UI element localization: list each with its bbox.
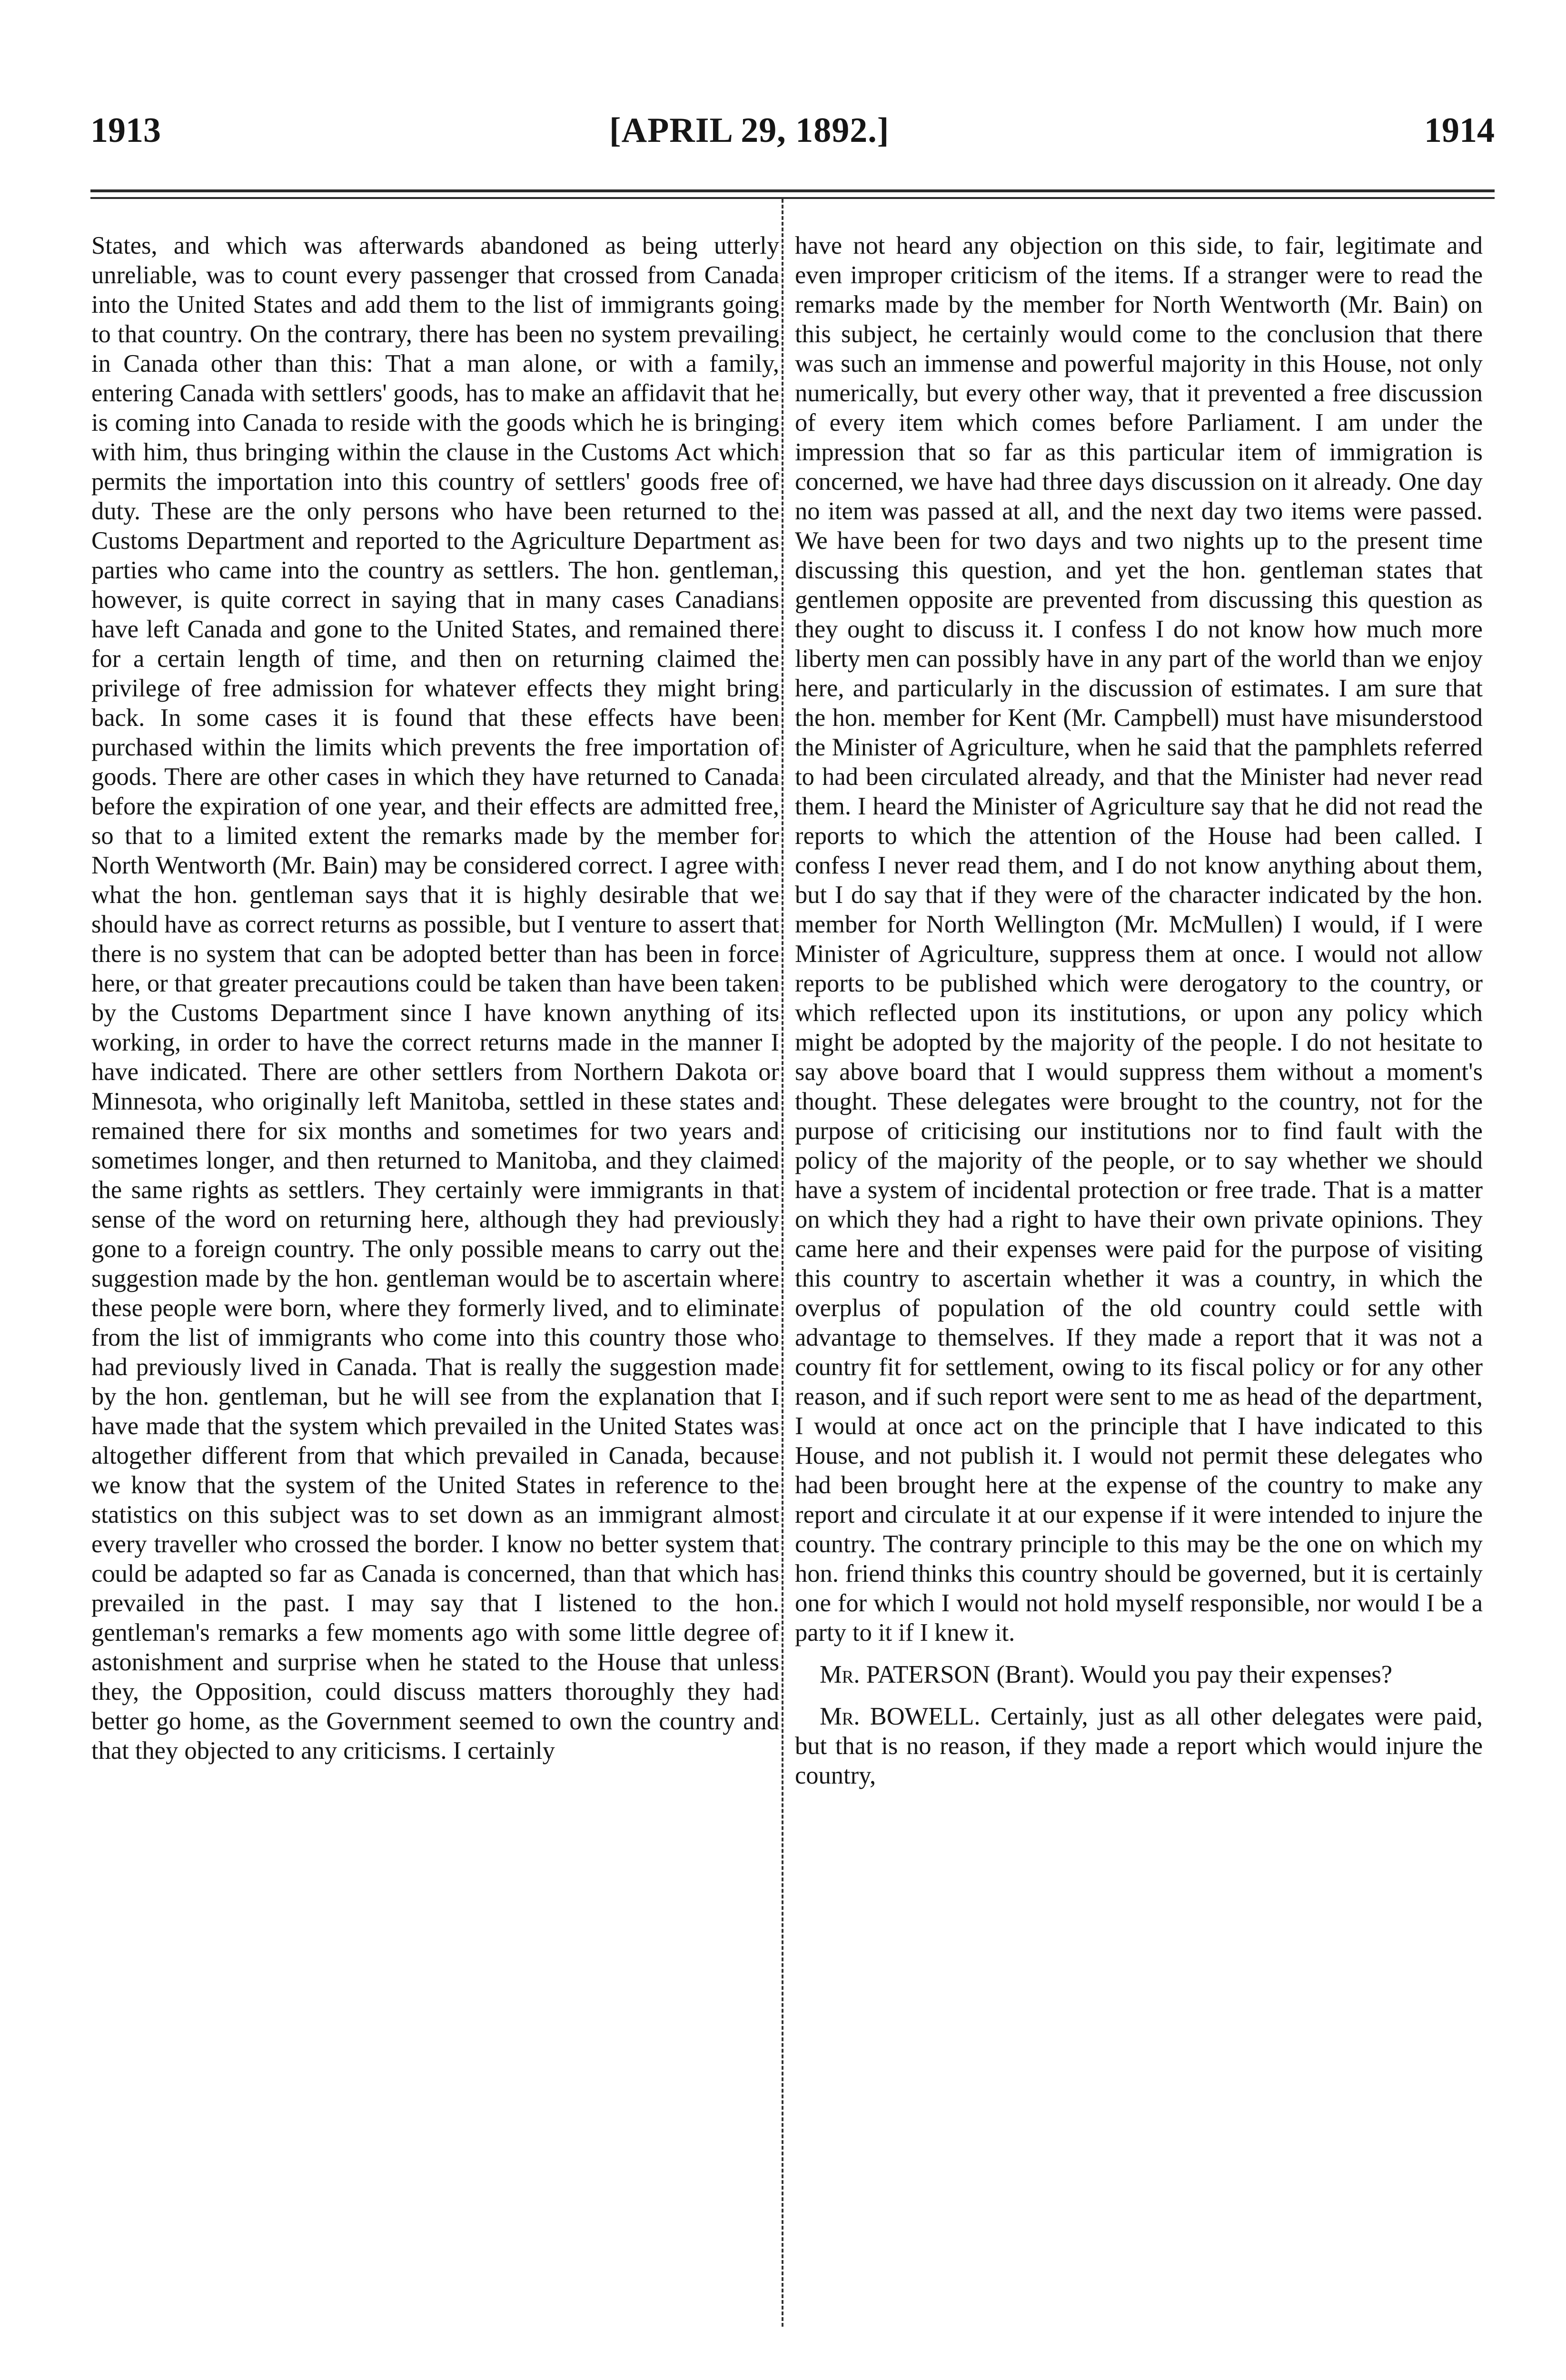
paragraph-text: Certainly, just as all other delegates were paid, but that is no reason, if they made a report which would injure the country, (795, 1703, 1483, 1789)
paragraph-bowell (795, 1702, 1483, 1790)
right-column-text: have not heard any objection on this side, to fair, legitimate and even improper criticism of the items. If a stranger were to read the remarks made by the member for North Wentworth (Mr. Bain) on this subject, he certainly would come to the conclusion that there was such an immense and powerful majority in this House, not only numerically, but every other way, that it prevented a free discussion of every item which comes before Parliament. I am under the impression that so far as this particular item of immigration is concerned, we have had three days discussion on it already. One day no item was passed at all, and the next day two items were passed. We have been for two days and two nights up to the present time discussing this question, and yet the hon. gentleman states that gentlemen opposite are prevented from discussing this question as they ought to discuss it. I confess I do not know how much more liberty men can possibly have in any part of the world than we enjoy here, and particularly in the discussion of estimates. I am sure that the hon. member for Kent (Mr. Campbell) must have misunderstood the Minister of Agriculture, when he said that the pamphlets referred to had been circulated already, and that the Minister had never read them. I heard the Minister of Agriculture say that he did not read the reports to which the attention of the House had been called. I confess I never read them, and I do not know anything about them, but I do say that if they were of the character indicated by the hon. member for North Wellington (Mr. McMullen) I would, if I were Minister of Agriculture, suppress them at once. I would not allow reports to be published which were derogatory to the country, or which reflected upon its institutions, or upon any policy which might be adopted by the majority of the people. I do not hesitate to say above board that I would suppress them without a moment's thought. These delegates were brought to the country, not for the purpose of criticising our institutions nor to find fault with the policy of the majority of the people, or to say whether we should have a system of incidental protection or free trade. That is a matter on which they had a right to have their own private opinions. They came here and their expenses were paid for the purpose of visiting this country to ascertain whether it was a country, in which the overplus of population of the old country could settle with advantage to themselves. If they made a report that it was not a country fit for settlement, owing to its fiscal policy or for any other reason, and if such report were sent to me as head of the department, I would at once act on the principle that I have indicated to this House, and not publish it. I would not permit these delegates who had been brought here at the expense of the country to make any report and circulate it at our expense if it were intended to injure the country. The contrary principle to this may be the one on which my hon. friend thinks this country should be governed, but it is certainly one for which I would not hold myself responsible, nor would I be a party to it if I knew it. (795, 232, 1483, 1646)
speaker-name: Mr. PATERSON (820, 1661, 991, 1688)
left-column (91, 231, 779, 2325)
page-number-left: 1913 (90, 111, 161, 150)
page-header (90, 110, 1495, 163)
right-column (795, 231, 1483, 2325)
page-number-right: 1914 (1424, 111, 1495, 150)
paragraph-text: (Brant). Would you pay their expenses? (990, 1661, 1393, 1688)
header-rule-thin (90, 197, 1495, 199)
left-column-text: States, and which was afterwards abandoned as being utterly unreliable, was to count every passenger that crossed from Canada into the United States and add them to the list of immigrants going to that country. On the contrary, there has been no system prevailing in Canada other than this: That a man alone, or with a family, entering Canada with settlers' goods, has to make an affidavit that he is coming into Canada to reside with the goods which he is bringing with him, thus bringing within the clause in the Customs Act which permits the importation into this country of settlers' goods free of duty. These are the only persons who have been returned to the Customs Department and reported to the Agriculture Department as parties who came into the country as settlers. The hon. gentleman, however, is quite correct in saying that in many cases Canadians have left Canada and gone to the United States, and remained there for a certain length of time, and then on returning claimed the privilege of free admission for whatever effects they might bring back. In some cases it is found that these effects have been purchased within the limits which prevents the free importation of goods. There are other cases in which they have returned to Canada before the expiration of one year, and their effects are admitted free, so that to a limited extent the remarks made by the member for North Wentworth (Mr. Bain) may be considered correct. I agree with what the hon. gentleman says that it is highly desirable that we should have as correct returns as possible, but I venture to assert that there is no system that can be adopted better than has been in force here, or that greater precautions could be taken than have been taken by the Customs Department since I have known anything of its working, in order to have the correct returns made in the manner I have indicated. There are other settlers from Northern Dakota or Minnesota, who originally left Manitoba, settled in these states and remained there for six months and sometimes for two years and sometimes longer, and then returned to Manitoba, and they claimed the same rights as settlers. They certainly were immigrants in that sense of the word on returning here, although they had previously gone to a foreign country. The only possible means to carry out the suggestion made by the hon. gentleman would be to ascertain where these people were born, where they formerly lived, and to eliminate from the list of immigrants who come into this country those who had previously lived in Canada. That is really the suggestion made by the hon. gentleman, but he will see from the explanation that I have made that the system which prevailed in the United States was altogether different from that which prevailed in Canada, because we know that the system of the United States in reference to the statistics on this subject was to set down as an immigrant almost every traveller who crossed the border. I know no better system that could be adapted so far as Canada is concerned, than that which has prevailed in the past. I may say that I listened to the hon. gentleman's remarks a few moments ago with some little degree of astonishment and surprise when he stated to the House that unless they, the Opposition, could discuss matters thoroughly they had better go home, as the Government seemed to own the country and that they objected to any criticisms. I certainly (91, 232, 779, 1765)
column-divider (782, 199, 783, 2327)
speaker-name: Mr. BOWELL. (820, 1703, 981, 1730)
paragraph-paterson (795, 1660, 1483, 1689)
header-rule-thick (90, 189, 1495, 192)
page-date: [APRIL 29, 1892.] (609, 111, 890, 150)
